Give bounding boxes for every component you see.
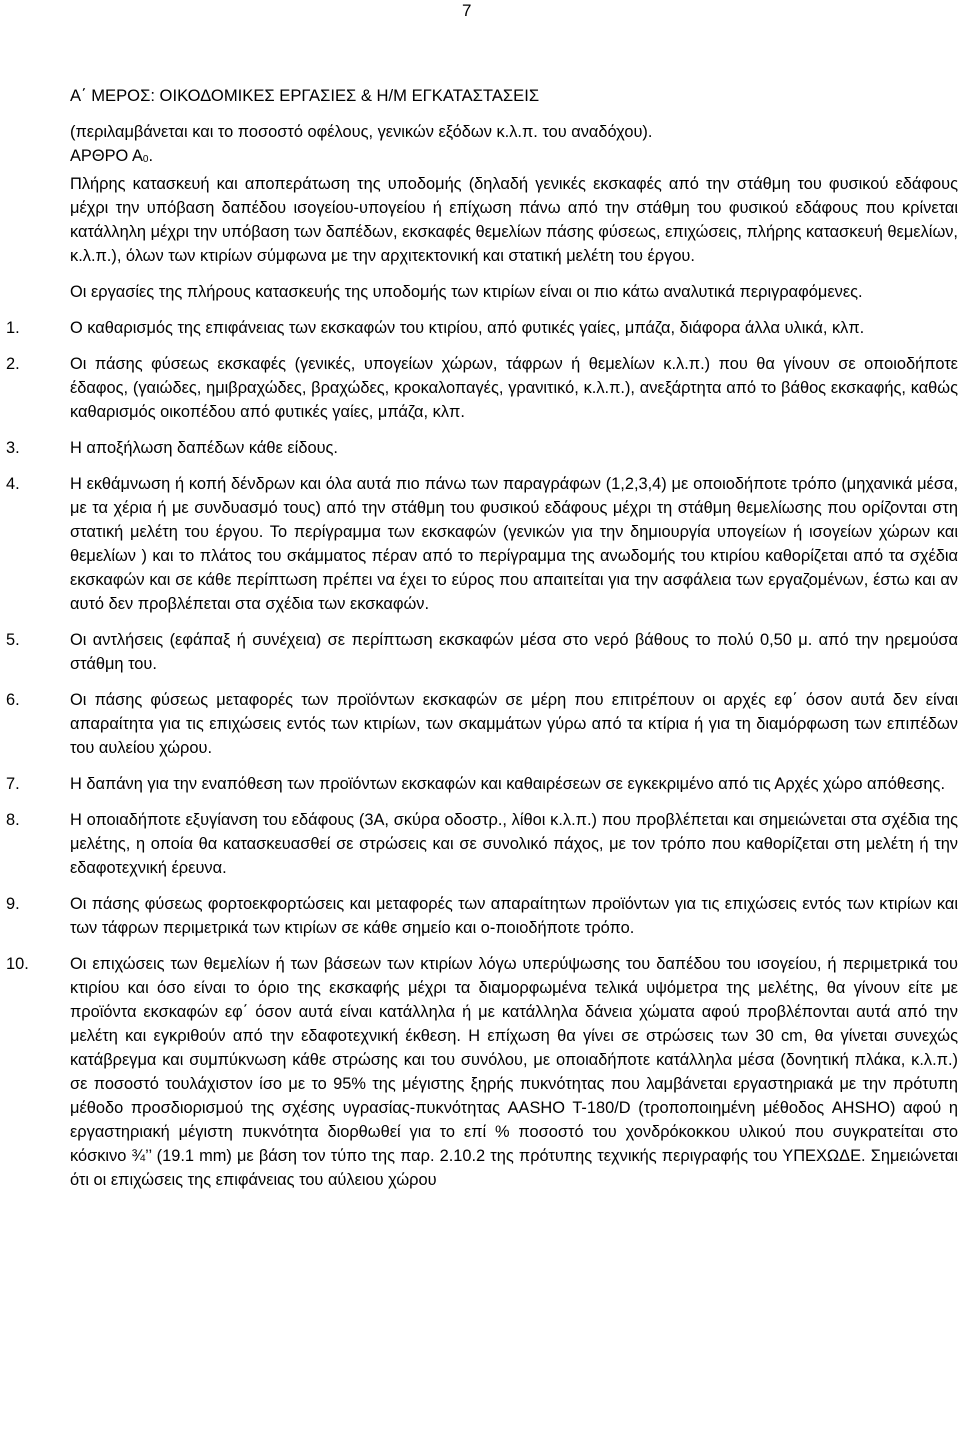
list-item-text: Η αποξήλωση δαπέδων κάθε είδους. — [70, 439, 338, 457]
list-item-number: 1. — [6, 319, 20, 337]
document-body — [6, 84, 958, 1204]
list-item-number: 6. — [6, 691, 20, 709]
list-item — [6, 628, 958, 676]
list-item-number: 4. — [6, 475, 20, 493]
list-item-text: Οι επιχώσεις των θεμελίων ή των βάσεων των κτιρίων λόγω υπερύψωσης του δαπέδου του ισογείου, ή περιμετρικά του κτιρίου και όσο είναι το όριο της εκσκαφής μέχρι τα διαμορφωμένα τελικά υψόμετρα της μελέτης, θα γίνουν είτε με προϊόντα εκσκαφών εφ΄ όσον αυτά είναι κατάλληλα ή με κατάλληλα δάνεια χώματα αφού προβλέπονται αυτά από την μελέτη και εγκριθούν από την εδαφοτεχνική έκθεση. Η επίχωση θα γίνει σε στρώσεις των 30 cm, θα γίνεται συνεχώς κατάβρεγμα και συμπύκνωση κάθε στρώσης και του συνόλου, με οποιαδήποτε κατάλληλα μέσα (δονητική πλάκα, κ.λ.π.) σε ποσοστό τουλάχιστον ίσο με το 95% της μέγιστης ξηρής πυκνότητας που λαμβάνεται εργαστηριακά με την πρότυπη μέθοδο προσδιορισμού της σχέσης υγρασίας-πυκνότητας AASHO T-180/D (τροποποιημένη μέθοδος AHSHO) αφού η εργαστηριακή μέγιστη πυκνότητα διορθωθεί για το επί % ποσοστό του χονδρόκοκκου υλικού που συγκρατείται στο κόσκινο ¾’’ (19.1 mm) με βάση τον τύπο της παρ. 2.10.2 της πρότυπης τεχνικής περιγραφής του ΥΠΕΧΩΔΕ. Σημειώνεται ότι οι επιχώσεις της επιφάνειας του αύλειου χώρου — [70, 955, 958, 1189]
list-item — [6, 436, 958, 460]
list-item-text: Ο καθαρισμός της επιφάνειας των εκσκαφών του κτιρίου, από φυτικές γαίες, μπάζα, διάφορα άλλα υλικά, κλπ. — [70, 319, 865, 337]
list-item — [6, 808, 958, 880]
list-item-number: 10. — [6, 955, 29, 973]
page-number: 7 — [462, 1, 472, 20]
intro-paragraph: Πλήρης κατασκευή και αποπεράτωση της υποδομής (δηλαδή γενικές εκσκαφές από την στάθμη του φυσικού εδάφους μέχρι την υπόβαση δαπέδου ισογείου-υπογείου ή επίχωση πάνω από την στάθμη του φυσικού εδάφους που κρίνεται κατάλληλη μέχρι την υπόβαση των δαπέδων, εκσκαφές θεμελίων πάσης φύσεως, επιχώσεις, πλήρης κατασκευή θεμελίων, κ.λ.π.), όλων των κτιρίων σύμφωνα με την αρχιτεκτονική και στατική μελέτη του έργου. — [70, 175, 958, 265]
list-item-number: 3. — [6, 439, 20, 457]
list-item-text: Η εκθάμνωση ή κοπή δένδρων και όλα αυτά πιο πάνω των παραγράφων (1,2,3,4) με οποιοδήποτε τρόπο (μηχανικά μέσα, με τα χέρια ή με συνδυασμό τους) από την στάθμη του φυσικού εδάφους μέχρι τη στάθμη θεμελίωσης που ορίζονται στη στατική μελέτη του έργου. Το περίγραμμα των εκσκαφών (γενικών για την δημιουργία υπογείων ή ισογείων χώρων και θεμελίων ) και το πλάτος του σκάμματος πέραν από το περίγραμμα της ανωδομής του κτιρίου καθορίζεται από τα σχέδια εκσκαφών και σε κάθε περίπτωση πρέπει να έχει το εύρος που απαιτείται για την ασφάλεια των εργαζομένων, έστω και αν αυτό δεν προβλέπεται στα σχέδια των εκσκαφών. — [70, 475, 958, 613]
list-item-number: 2. — [6, 355, 20, 373]
list-item-text: Οι πάσης φύσεως εκσκαφές (γενικές, υπογείων χώρων, τάφρων ή θεμελίων κ.λ.π.) που θα γίνουν σε οποιοδήποτε έδαφος, (γαιώδες, ημιβραχώδες, βραχώδες, κροκαλοπαγές, γρανιτικό, κ.λ.π.), ανεξάρτητα από το βάθος εκσκαφής, καθώς καθαρισμός οικοπέδου από φυτικές γαίες, μπάζα, κλπ. — [70, 355, 958, 421]
list-item — [6, 352, 958, 424]
section-heading: Α΄ ΜΕΡΟΣ: ΟΙΚΟΔΟΜΙΚΕΣ ΕΡΓΑΣΙΕΣ & Η/Μ ΕΓΚΑΤΑΣΤΑΣΕΙΣ — [70, 86, 540, 105]
list-item-text: Οι πάσης φύσεως φορτοεκφορτώσεις και μεταφορές των απαραίτητων προϊόντων για τις επιχώσεις εντός των κτιρίων και των τάφρων περιμετρικά των κτιρίων σε κάθε σημείο και ο-ποιοδήποτε τρόπο. — [70, 895, 958, 937]
subtitle: (περιλαμβάνεται και το ποσοστό οφέλους, γενικών εξόδων κ.λ.π. του αναδόχου). — [70, 123, 653, 141]
list-item-number: 9. — [6, 895, 20, 913]
list-item-number: 7. — [6, 775, 20, 793]
article-label-suffix: . — [148, 147, 154, 165]
list-item — [6, 688, 958, 760]
article-label-subscript: 0 — [142, 154, 149, 165]
list-item-number: 8. — [6, 811, 20, 829]
list-item — [6, 952, 958, 1192]
list-item-text: Η οποιαδήποτε εξυγίανση του εδάφους (3Α, σκύρα οδοστρ., λίθοι κ.λ.π.) που προβλέπεται και σημειώνεται στα σχέδια της μελέτης, η οποία θα κατασκευασθεί σε στρώσεις και σε συνολικό πάχος, με τον τρόπο που καθορίζεται στη μελέτη ή την εδαφοτεχνική έρευνα. — [70, 811, 958, 877]
list-item-text: Η δαπάνη για την εναπόθεση των προϊόντων εκσκαφών και καθαιρέσεων σε εγκεκριμένο από τις Αρχές χώρο απόθεσης. — [70, 775, 945, 793]
works-paragraph: Οι εργασίες της πλήρους κατασκευής της υποδομής των κτιρίων είναι οι πιο κάτω αναλυτικά περιγραφόμενες. — [70, 283, 863, 301]
article-label-text: ΑΡΘΡΟ Α — [70, 147, 143, 165]
list-item — [6, 892, 958, 940]
article-label — [70, 144, 958, 172]
list-item — [6, 316, 958, 340]
list-item-text: Οι αντλήσεις (εφάπαξ ή συνέχεια) σε περίπτωση εκσκαφών μέσα στο νερό βάθους το πολύ 0,50 μ. από την ηρεμούσα στάθμη του. — [70, 631, 958, 673]
list-item — [6, 472, 958, 616]
list-item — [6, 772, 958, 796]
list-item-number: 5. — [6, 631, 20, 649]
list-item-text: Οι πάσης φύσεως μεταφορές των προϊόντων εκσκαφών σε μέρη που επιτρέπουν οι αρχές εφ΄ όσον αυτά δεν είναι απαραίτητα για τις επιχώσεις εντός των κτιρίων, των σκαμμάτων γύρω από τα κτίρια ή για τη διαμόρφωση των επιπέδων του αυλείου χώρου. — [70, 691, 958, 757]
